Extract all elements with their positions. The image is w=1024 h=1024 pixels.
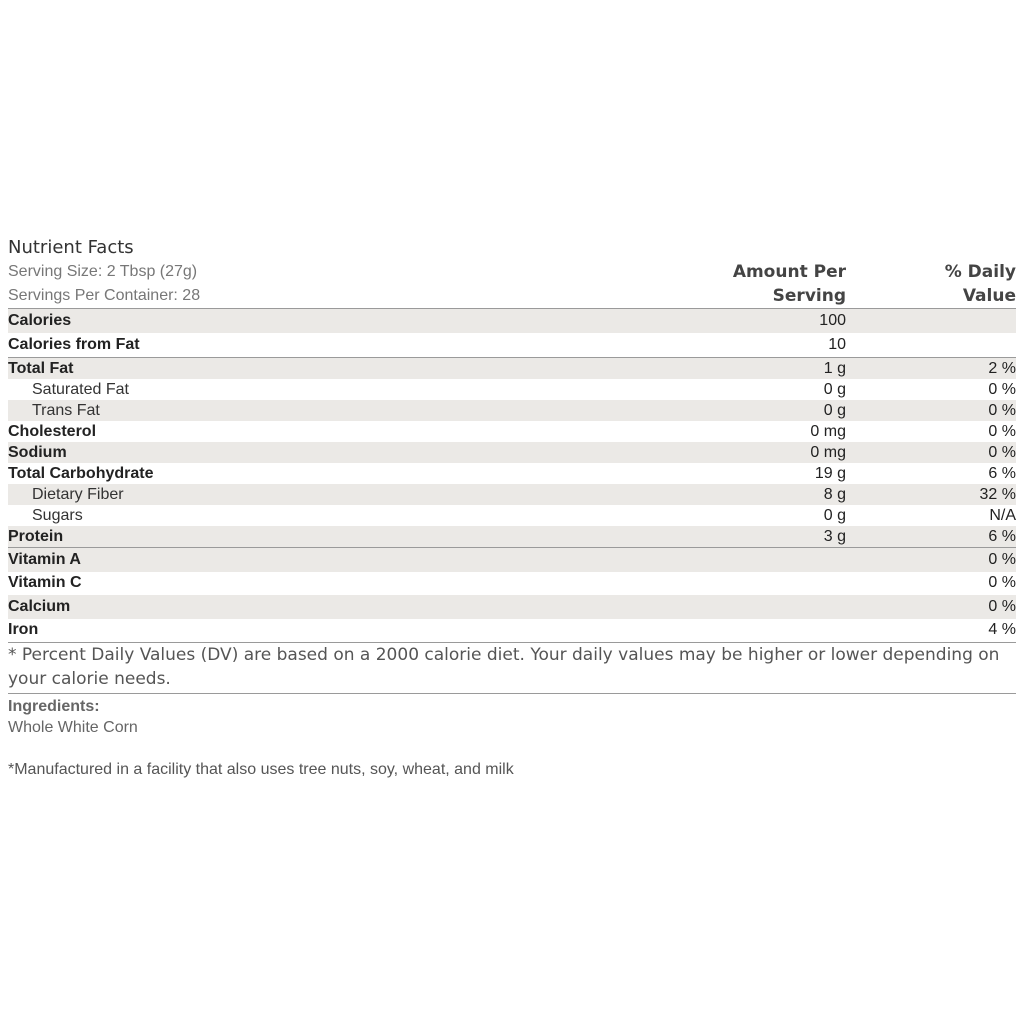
nutrient-row-total-carbohydrate (8, 463, 1016, 484)
row-amount: 0 g (823, 401, 846, 419)
dv-header-line2: Value (962, 286, 1016, 306)
facts-header (8, 260, 1016, 309)
row-dv: 6 % (988, 527, 1016, 545)
nutrition-panel (8, 236, 1016, 780)
row-dv: 0 % (988, 574, 1016, 592)
row-label: Sodium (8, 443, 67, 461)
nutrient-row-saturated-fat (8, 379, 1016, 400)
amount-header-line1: Amount Per (732, 262, 846, 282)
row-dv: N/A (989, 506, 1016, 524)
row-label: Cholesterol (8, 422, 97, 440)
amount-column-header (636, 260, 846, 308)
row-dv: 32 % (979, 485, 1016, 503)
nutrient-row-protein (8, 526, 1016, 547)
row-label: Vitamin C (8, 574, 82, 592)
row-label: Sugars (32, 506, 83, 524)
nutrient-row-total-fat (8, 357, 1016, 379)
row-label: Saturated Fat (32, 380, 129, 398)
row-amount: 1 g (823, 359, 846, 377)
row-dv: 4 % (988, 621, 1016, 639)
row-amount: 0 mg (810, 443, 846, 461)
nutrient-row-sugars (8, 505, 1016, 526)
row-label: Vitamin A (8, 550, 81, 568)
serving-size: Serving Size: 2 Tbsp (27g) (8, 263, 198, 280)
amount-header-line2: Serving (772, 286, 846, 306)
row-label: Dietary Fiber (32, 485, 124, 503)
row-dv: 0 % (988, 550, 1016, 568)
row-label: Calcium (8, 597, 71, 615)
nutrient-row-cholesterol (8, 421, 1016, 442)
row-amount: 0 mg (810, 422, 846, 440)
row-dv: 0 % (988, 401, 1016, 419)
row-label: Trans Fat (32, 401, 100, 419)
nutrient-row-dietary-fiber (8, 484, 1016, 505)
servings-per-container: Servings Per Container: 28 (8, 287, 201, 304)
row-amount: 19 g (814, 464, 846, 482)
row-label: Calories (8, 312, 72, 329)
row-dv: 0 % (988, 422, 1016, 440)
row-amount: 0 g (823, 380, 846, 398)
nutrient-row-sodium (8, 442, 1016, 463)
dv-header-line1: % Daily (944, 262, 1016, 282)
ingredients-label: Ingredients: (8, 698, 100, 715)
row-amount: 0 g (823, 506, 846, 524)
vitamin-row-calcium (8, 595, 1016, 619)
vitamin-row-vitamin-c (8, 572, 1016, 596)
row-label: Iron (8, 621, 39, 639)
row-amount: 10 (828, 336, 846, 353)
row-label: Total Fat (8, 359, 74, 377)
panel-title: Nutrient Facts (8, 237, 134, 258)
ingredients-list: Whole White Corn (8, 719, 138, 736)
row-dv: 0 % (988, 380, 1016, 398)
row-amount: 8 g (823, 485, 846, 503)
calories-from-fat-row (8, 333, 1016, 357)
row-amount: 3 g (823, 527, 846, 545)
allergen-note: *Manufactured in a facility that also uses tree nuts, soy, wheat, and milk (8, 761, 514, 778)
row-dv: 6 % (988, 464, 1016, 482)
row-dv: 2 % (988, 359, 1016, 377)
row-dv: 0 % (988, 597, 1016, 615)
calories-row (8, 309, 1016, 333)
row-amount: 100 (819, 312, 846, 329)
nutrient-row-trans-fat (8, 400, 1016, 421)
row-dv: 0 % (988, 443, 1016, 461)
row-label: Total Carbohydrate (8, 464, 154, 482)
vitamin-row-iron (8, 619, 1016, 643)
serving-info (8, 260, 636, 308)
daily-value-column-header (846, 260, 1016, 308)
row-label: Calories from Fat (8, 336, 140, 353)
vitamin-row-vitamin-a (8, 547, 1016, 572)
daily-value-footnote: * Percent Daily Values (DV) are based on a 2000 calorie diet. Your daily values may be higher or lower depending on your calorie needs. (8, 642, 1016, 694)
row-label: Protein (8, 527, 64, 545)
